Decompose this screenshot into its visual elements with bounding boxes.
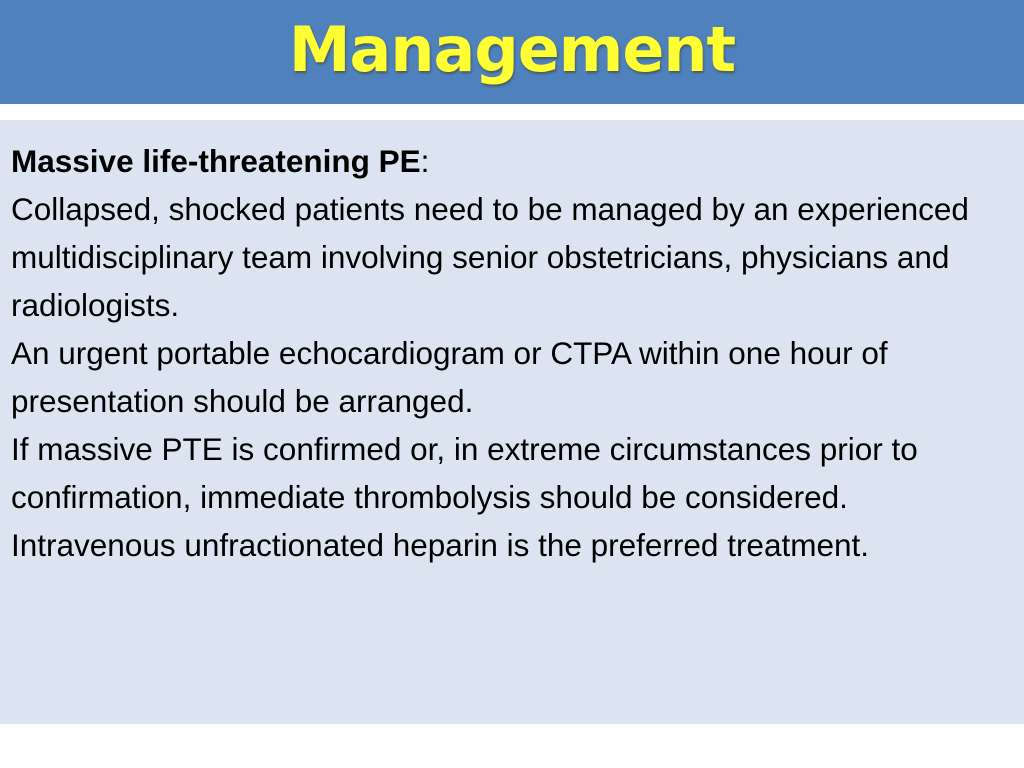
- section-heading-label: Massive life-threatening PE: [11, 143, 421, 179]
- content-box: [0, 120, 1024, 724]
- paragraph-heparin: Intravenous unfractionated heparin is the preferred treatment.: [11, 527, 870, 563]
- paragraph-echocardiogram: An urgent portable echocardiogram or CTPA within one hour of presentation should be arranged.: [11, 335, 888, 419]
- title-bar: [0, 0, 1024, 104]
- paragraph-thrombolysis: If massive PTE is confirmed or, in extreme circumstances prior to confirmation, immediate thrombolysis should be considered.: [11, 431, 918, 515]
- paragraph-team: Collapsed, shocked patients need to be managed by an experienced multidisciplinary team involving senior obstetricians, physicians and radiologists.: [11, 191, 969, 323]
- slide-title: Management: [288, 12, 736, 86]
- section-heading-colon: :: [420, 143, 430, 179]
- section-heading: [11, 137, 1024, 185]
